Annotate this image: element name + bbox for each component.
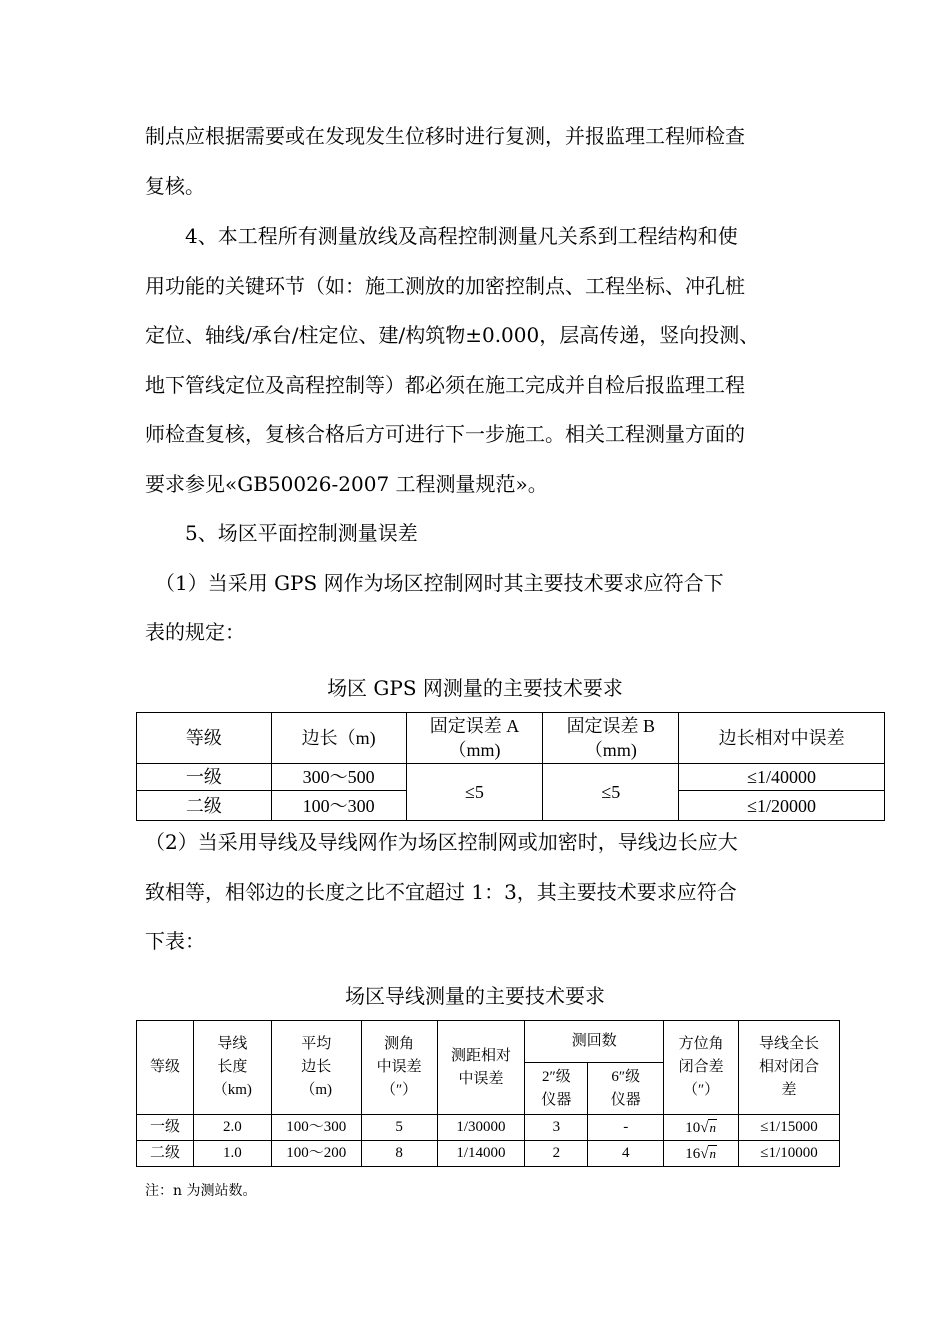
header-line: 平均 xyxy=(301,1036,332,1052)
header-average-side xyxy=(271,1021,361,1115)
header-grade: 等级 xyxy=(137,713,272,764)
text-line: 4、本工程所有测量放线及高程控制测量凡关系到工程结构和使 xyxy=(145,224,738,248)
header-line: 仪器 xyxy=(541,1091,572,1108)
table-row xyxy=(137,764,885,791)
cell-average-side: 100～300 xyxy=(271,1115,361,1141)
text-line: 制点应根据需要或在发现发生位移时进行复测，并报监理工程师检查 xyxy=(145,124,745,148)
cell-azimuth-closure xyxy=(664,1115,739,1141)
text-line: 5、场区平面控制测量误差 xyxy=(145,521,418,545)
header-line: 中误差 xyxy=(376,1059,422,1075)
header-side-length: 边长（m) xyxy=(271,713,406,764)
text-line: 定位、轴线/承台/柱定位、建/构筑物±0.000，层高传递，竖向投测、 xyxy=(145,323,760,347)
header-line: （km) xyxy=(212,1082,252,1098)
gps-requirements-table xyxy=(136,712,885,821)
azimuth-coefficient: 10 xyxy=(685,1119,701,1136)
header-line: 固定误差 A xyxy=(429,716,520,736)
cell-2sec-rounds: 2 xyxy=(525,1141,588,1167)
text-line: （1）当采用 GPS 网作为场区控制网时其主要技术要求应符合下 xyxy=(145,570,724,595)
cell-distance-error: 1/14000 xyxy=(437,1141,525,1167)
header-line: 差 xyxy=(781,1082,797,1098)
header-line: （″） xyxy=(380,1082,418,1098)
header-relative-error: 边长相对中误差 xyxy=(679,713,885,764)
sqrt-symbol: √n xyxy=(700,1119,716,1136)
header-fixed-error-b xyxy=(543,713,679,764)
table-row xyxy=(137,1115,840,1141)
header-total-closure xyxy=(739,1021,840,1115)
header-grade: 等级 xyxy=(137,1021,194,1115)
header-2sec-instrument xyxy=(525,1063,588,1115)
traverse-requirements-table xyxy=(136,1020,840,1167)
header-line: 中误差 xyxy=(458,1070,504,1087)
header-6sec-instrument xyxy=(588,1063,664,1115)
cell-side: 100～300 xyxy=(271,791,406,821)
cell-total-closure: ≤1/10000 xyxy=(739,1141,840,1167)
header-fixed-error-a xyxy=(406,713,543,764)
text-line: 表的规定： xyxy=(145,620,245,644)
cell-6sec-rounds: 4 xyxy=(588,1141,664,1167)
cell-relative-error: ≤1/40000 xyxy=(679,764,885,791)
header-line: （m) xyxy=(300,1082,333,1098)
cell-length: 1.0 xyxy=(193,1141,271,1167)
cell-distance-error: 1/30000 xyxy=(437,1115,525,1141)
header-line: （mm) xyxy=(584,740,637,760)
sqrt-symbol: √n xyxy=(700,1145,716,1162)
text-line: 地下管线定位及高程控制等）都必须在施工完成并自检后报监理工程 xyxy=(145,372,745,397)
header-line: 6″级 xyxy=(611,1068,641,1085)
header-line: 导线 xyxy=(217,1036,248,1052)
cell-relative-error: ≤1/20000 xyxy=(679,791,885,821)
header-line: 测角 xyxy=(384,1036,415,1052)
paragraph-continuation xyxy=(145,112,815,211)
table-row xyxy=(137,1141,840,1167)
sqrt-variable: n xyxy=(709,1145,716,1161)
text-line: 致相等，相邻边的长度之比不宜超过 1：3，其主要技术要求应符合 xyxy=(145,879,737,904)
header-angle-error xyxy=(361,1021,437,1115)
cell-azimuth-closure xyxy=(664,1141,739,1167)
header-rounds: 测回数 xyxy=(525,1021,664,1063)
table2-title: 场区导线测量的主要技术要求 xyxy=(345,984,605,1008)
cell-angle-error: 8 xyxy=(361,1141,437,1167)
header-traverse-length xyxy=(193,1021,271,1115)
header-line: 固定误差 B xyxy=(566,716,656,736)
cell-angle-error: 5 xyxy=(361,1115,437,1141)
text-line: 下表： xyxy=(145,929,205,953)
cell-6sec-rounds: - xyxy=(588,1115,664,1141)
header-line: 长度 xyxy=(217,1059,248,1075)
text-line: 复核。 xyxy=(145,173,205,198)
text-line: 要求参见«GB50026-2007 工程测量规范»。 xyxy=(145,471,548,496)
text-line: 用功能的关键环节（如：施工测放的加密控制点、工程坐标、冲孔桩 xyxy=(145,273,745,298)
table-header-row xyxy=(137,713,885,764)
header-line: 仪器 xyxy=(610,1091,641,1108)
header-distance-error xyxy=(437,1021,525,1115)
header-line: 测距相对 xyxy=(450,1047,511,1064)
text-line: 师检查复核，复核合格后方可进行下一步施工。相关工程测量方面的 xyxy=(145,422,745,446)
cell-average-side: 100～200 xyxy=(271,1141,361,1167)
sqrt-variable: n xyxy=(709,1119,716,1135)
header-line: （″） xyxy=(682,1082,720,1098)
cell-2sec-rounds: 3 xyxy=(525,1115,588,1141)
header-line: 闭合差 xyxy=(678,1059,724,1075)
header-azimuth-closure xyxy=(664,1021,739,1115)
cell-total-closure: ≤1/15000 xyxy=(739,1115,840,1141)
text-line: （2）当采用导线及导线网作为场区控制网或加密时，导线边长应大 xyxy=(145,830,738,854)
header-line: 相对闭合 xyxy=(759,1059,820,1075)
cell-length: 2.0 xyxy=(193,1115,271,1141)
cell-grade: 一级 xyxy=(137,764,272,791)
header-line: 方位角 xyxy=(678,1036,724,1052)
paragraph-item-2 xyxy=(145,818,815,967)
cell-side: 300～500 xyxy=(271,764,406,791)
paragraph-items-4-5 xyxy=(145,212,815,658)
cell-grade: 一级 xyxy=(137,1115,194,1141)
table-header-row xyxy=(137,1021,840,1063)
header-line: 边长 xyxy=(301,1059,332,1075)
header-line: 2″级 xyxy=(541,1068,571,1085)
cell-fixed-a: ≤5 xyxy=(406,764,543,821)
cell-grade: 二级 xyxy=(137,1141,194,1167)
header-line: 导线全长 xyxy=(759,1036,820,1052)
table1-title: 场区 GPS 网测量的主要技术要求 xyxy=(327,676,623,700)
azimuth-coefficient: 16 xyxy=(685,1145,701,1162)
table-note: 注：n 为测站数。 xyxy=(145,1183,257,1199)
cell-grade: 二级 xyxy=(137,791,272,821)
cell-fixed-b: ≤5 xyxy=(543,764,679,821)
header-line: （mm) xyxy=(448,740,501,760)
